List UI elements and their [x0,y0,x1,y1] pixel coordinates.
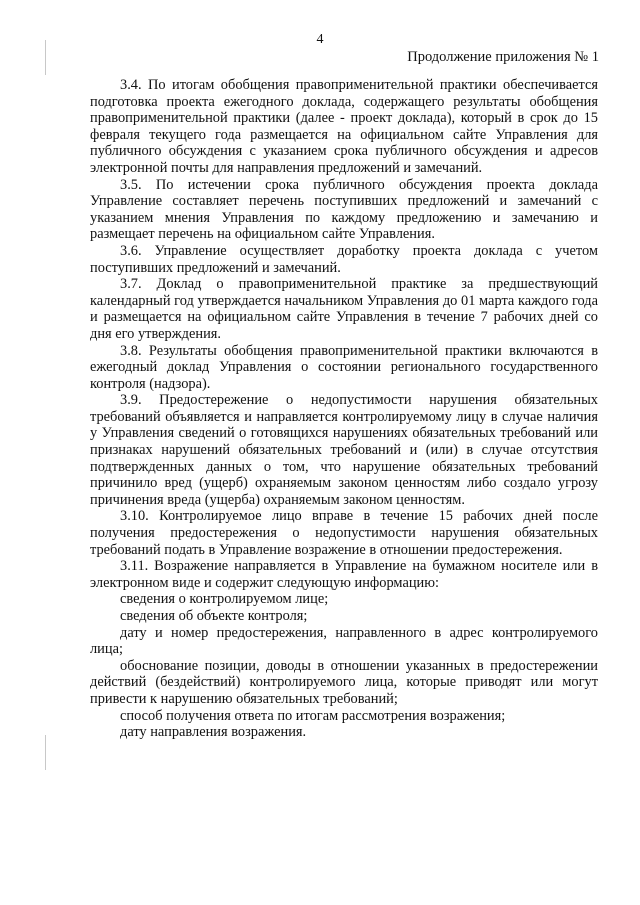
list-item: дату и номер предостережения, направленного в адрес контролируемого лица; [90,624,598,658]
list-item: сведения об объекте контроля; [120,608,308,624]
paragraph-3-4: 3.4. По итогам обобщения правоприменительной практики обеспечивается подготовка проекта ежегодного доклада, содержащего результаты обобщения правоприменительной практики (далее - проект доклада), который в срок до 15 февраля текущего года размещается на официальном сайте Управления для публичного обсуждения с указанием срока публичного обсуждения и адресов электронной почты для направления предложений и замечаний. [90,77,598,176]
paragraph-3-11: 3.11. Возражение направляется в Управление на бумажном носителе или в электронном виде и содержит следующую информацию: [90,558,598,591]
document-body [90,77,598,741]
list-item: сведения о контролируемом лице; [120,591,329,608]
list-item: обоснование позиции, доводы в отношении указанных в предостережении действий (бездействий) контролируемого лица, которые приводят или могут привести к нарушению обязательных требований; [90,657,598,707]
paragraph-3-6: 3.6. Управление осуществляет доработку проекта доклада с учетом поступивших предложений и замечаний. [90,242,598,276]
paragraph-3-10: 3.10. Контролируемое лицо вправе в течение 15 рабочих дней после получения предостережения о недопустимости нарушения обязательных требований подать в Управление возражение в отношении предостережения. [90,508,598,558]
list-item: дату направления возражения. [120,724,307,741]
paragraph-3-7: 3.7. Доклад о правоприменительной практике за предшествующий календарный год утверждается начальником Управления до 01 марта каждого года и размещается на официальном сайте Управления в течение 7 рабочих дней со дня его утверждения. [90,276,598,342]
paragraph-3-9: 3.9. Предостережение о недопустимости нарушения обязательных требований объявляется и направляется контролируемому лицу в случае наличия у Управления сведений о готовящихся нарушениях обязательных требований или признаках нарушений обязательных требований и (или) в случае отсутствия подтвержденных данных о том, что нарушение обязательных требований причинило вред (ущерб) охраняемым законом ценностям либо создало угрозу причинения вреда (ущерба) охраняемым законом ценностям. [90,392,598,508]
appendix-continuation-note: Продолжение приложения № 1 [407,49,599,65]
paragraph-3-5: 3.5. По истечении срока публичного обсуждения проекта доклада Управление составляет перечень поступивших предложений и замечаний с указанием мнения Управления по каждому предложению и замечанию и размещает перечень на официальном сайте Управления. [90,176,598,243]
page-number: 4 [316,32,324,47]
paragraph-3-8: 3.8. Результаты обобщения правоприменительной практики включаются в ежегодный доклад Управления о состоянии регионального государственного контроля (надзора). [90,342,598,392]
list-item: способ получения ответа по итогам рассмотрения возражения; [120,707,506,724]
scan-margin-mark [45,735,46,770]
